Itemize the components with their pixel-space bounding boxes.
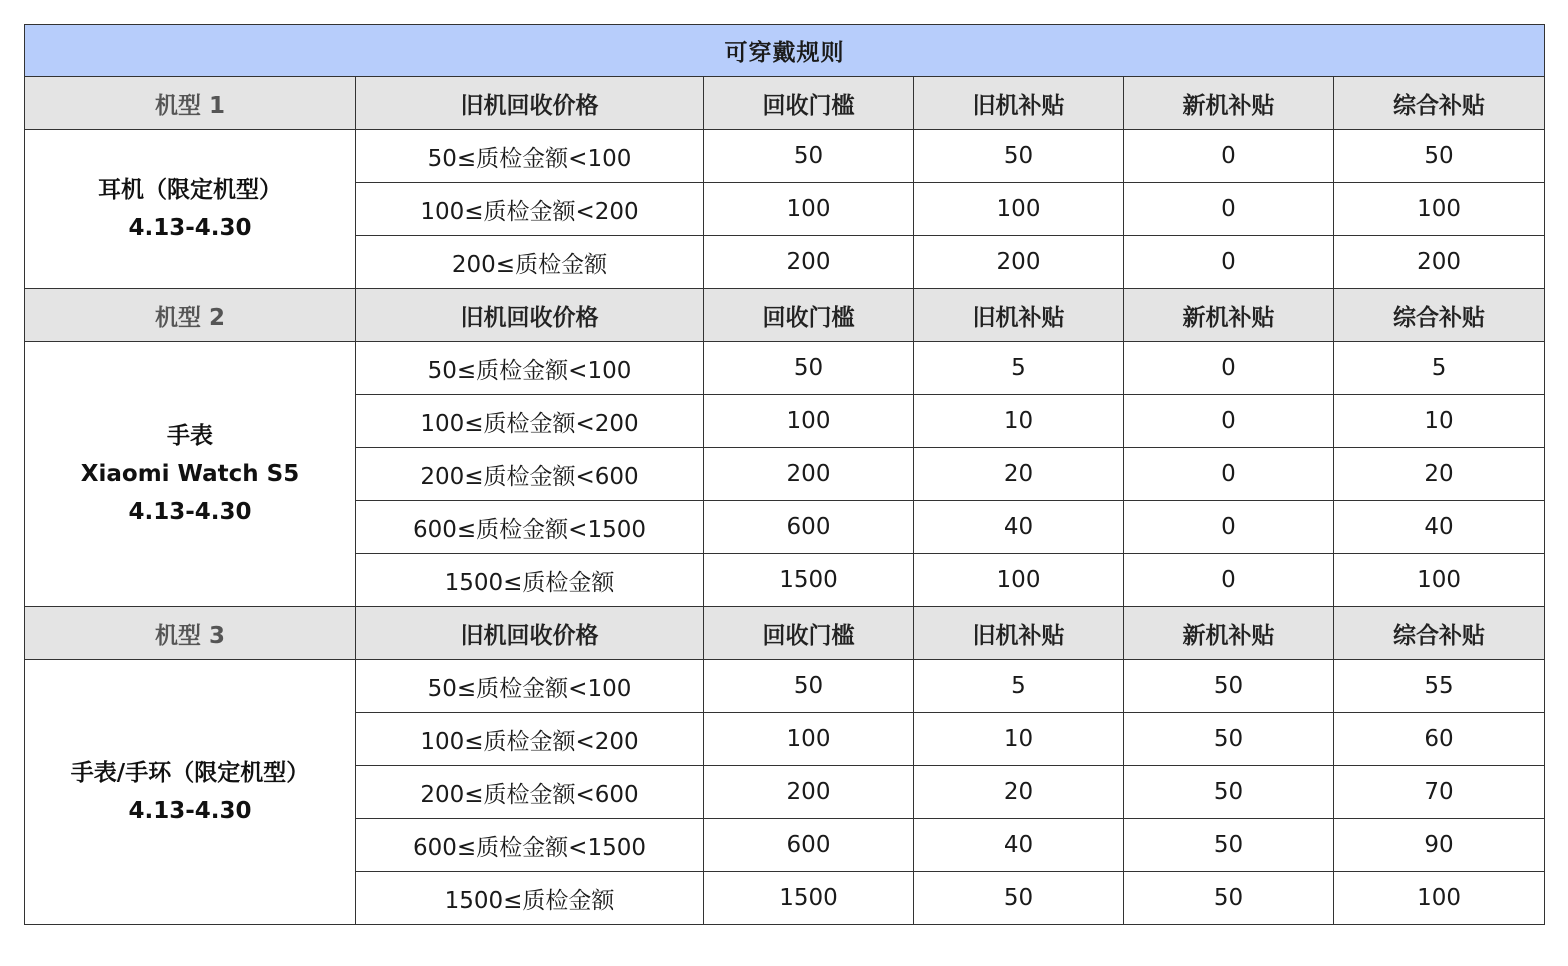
table-cell: 50: [1124, 872, 1334, 925]
table-cell: 10: [914, 395, 1124, 448]
table-cell: 10: [914, 713, 1124, 766]
column-header: 回收门槛: [704, 607, 914, 660]
column-header: 旧机回收价格: [356, 289, 704, 342]
column-header: 旧机补贴: [914, 77, 1124, 130]
table-cell: 100: [914, 554, 1124, 607]
group-header-row: [25, 77, 1545, 130]
group-header-row: [25, 607, 1545, 660]
model-label: 机型 2: [25, 289, 356, 342]
model-label: 机型 3: [25, 607, 356, 660]
table-cell: 5: [1334, 342, 1545, 395]
table-cell: 100≤质检金额<200: [356, 395, 704, 448]
table-cell: 50≤质检金额<100: [356, 130, 704, 183]
column-header: 新机补贴: [1124, 289, 1334, 342]
column-header: 回收门槛: [704, 289, 914, 342]
table-cell: 90: [1334, 819, 1545, 872]
table-cell: 200: [704, 236, 914, 289]
table-cell: 0: [1124, 448, 1334, 501]
table-cell: 1500≤质检金额: [356, 554, 704, 607]
table-cell: 60: [1334, 713, 1545, 766]
table-cell: 50: [704, 130, 914, 183]
table-cell: 0: [1124, 342, 1334, 395]
table-cell: 600: [704, 819, 914, 872]
model-name-line: 耳机（限定机型）: [98, 177, 282, 203]
table-cell: 100: [704, 713, 914, 766]
model-name-cell: [25, 130, 356, 289]
model-name-line: 4.13-4.30: [128, 798, 252, 824]
table-cell: 50: [1124, 713, 1334, 766]
table-row: [25, 130, 1545, 183]
table-cell: 100: [1334, 554, 1545, 607]
model-name-line: 手表: [167, 423, 213, 449]
table-cell: 1500: [704, 554, 914, 607]
column-header: 旧机回收价格: [356, 607, 704, 660]
table-cell: 200: [914, 236, 1124, 289]
table-cell: 20: [1334, 448, 1545, 501]
table-cell: 40: [1334, 501, 1545, 554]
table-cell: 50: [914, 872, 1124, 925]
model-name-line: Xiaomi Watch S5: [80, 461, 300, 487]
table-cell: 5: [914, 660, 1124, 713]
table-cell: 0: [1124, 130, 1334, 183]
table-cell: 600≤质检金额<1500: [356, 501, 704, 554]
column-header: 综合补贴: [1334, 77, 1545, 130]
table-row: [25, 342, 1545, 395]
column-header: 综合补贴: [1334, 289, 1545, 342]
table-cell: 100≤质检金额<200: [356, 183, 704, 236]
column-header: 新机补贴: [1124, 77, 1334, 130]
table-cell: 100: [1334, 183, 1545, 236]
table-cell: 0: [1124, 554, 1334, 607]
model-name-cell: [25, 660, 356, 925]
model-name-line: 4.13-4.30: [128, 499, 252, 525]
table-cell: 5: [914, 342, 1124, 395]
table-cell: 100≤质检金额<200: [356, 713, 704, 766]
column-header: 新机补贴: [1124, 607, 1334, 660]
table-cell: 600: [704, 501, 914, 554]
table-cell: 50: [1124, 819, 1334, 872]
table-cell: 0: [1124, 395, 1334, 448]
table-cell: 10: [1334, 395, 1545, 448]
column-header: 旧机补贴: [914, 289, 1124, 342]
table-row: [25, 660, 1545, 713]
column-header: 回收门槛: [704, 77, 914, 130]
table-cell: 200: [704, 448, 914, 501]
table-cell: 1500: [704, 872, 914, 925]
table-cell: 50≤质检金额<100: [356, 342, 704, 395]
table-cell: 600≤质检金额<1500: [356, 819, 704, 872]
table-cell: 20: [914, 448, 1124, 501]
table-cell: 100: [914, 183, 1124, 236]
table-cell: 200≤质检金额<600: [356, 448, 704, 501]
table-cell: 40: [914, 501, 1124, 554]
table-cell: 40: [914, 819, 1124, 872]
table-title: 可穿戴规则: [25, 25, 1545, 77]
table-cell: 100: [704, 183, 914, 236]
model-name-cell: [25, 342, 356, 607]
model-label: 机型 1: [25, 77, 356, 130]
table-cell: 50≤质检金额<100: [356, 660, 704, 713]
table-cell: 20: [914, 766, 1124, 819]
table-cell: 1500≤质检金额: [356, 872, 704, 925]
table-cell: 100: [1334, 872, 1545, 925]
column-header: 旧机回收价格: [356, 77, 704, 130]
table-cell: 200: [1334, 236, 1545, 289]
table-cell: 50: [704, 660, 914, 713]
table-cell: 55: [1334, 660, 1545, 713]
column-header: 旧机补贴: [914, 607, 1124, 660]
table-cell: 50: [1124, 660, 1334, 713]
table-cell: 50: [1124, 766, 1334, 819]
table-cell: 50: [914, 130, 1124, 183]
wearable-rules-table: [24, 24, 1545, 925]
column-header: 综合补贴: [1334, 607, 1545, 660]
table-cell: 0: [1124, 236, 1334, 289]
table-cell: 50: [704, 342, 914, 395]
group-header-row: [25, 289, 1545, 342]
title-row: [25, 25, 1545, 77]
table-cell: 200: [704, 766, 914, 819]
table-cell: 200≤质检金额<600: [356, 766, 704, 819]
table-cell: 0: [1124, 501, 1334, 554]
table-cell: 100: [704, 395, 914, 448]
model-name-line: 4.13-4.30: [128, 215, 252, 241]
table-cell: 0: [1124, 183, 1334, 236]
table-cell: 50: [1334, 130, 1545, 183]
model-name-line: 手表/手环（限定机型）: [70, 760, 310, 786]
table-cell: 70: [1334, 766, 1545, 819]
table-cell: 200≤质检金额: [356, 236, 704, 289]
